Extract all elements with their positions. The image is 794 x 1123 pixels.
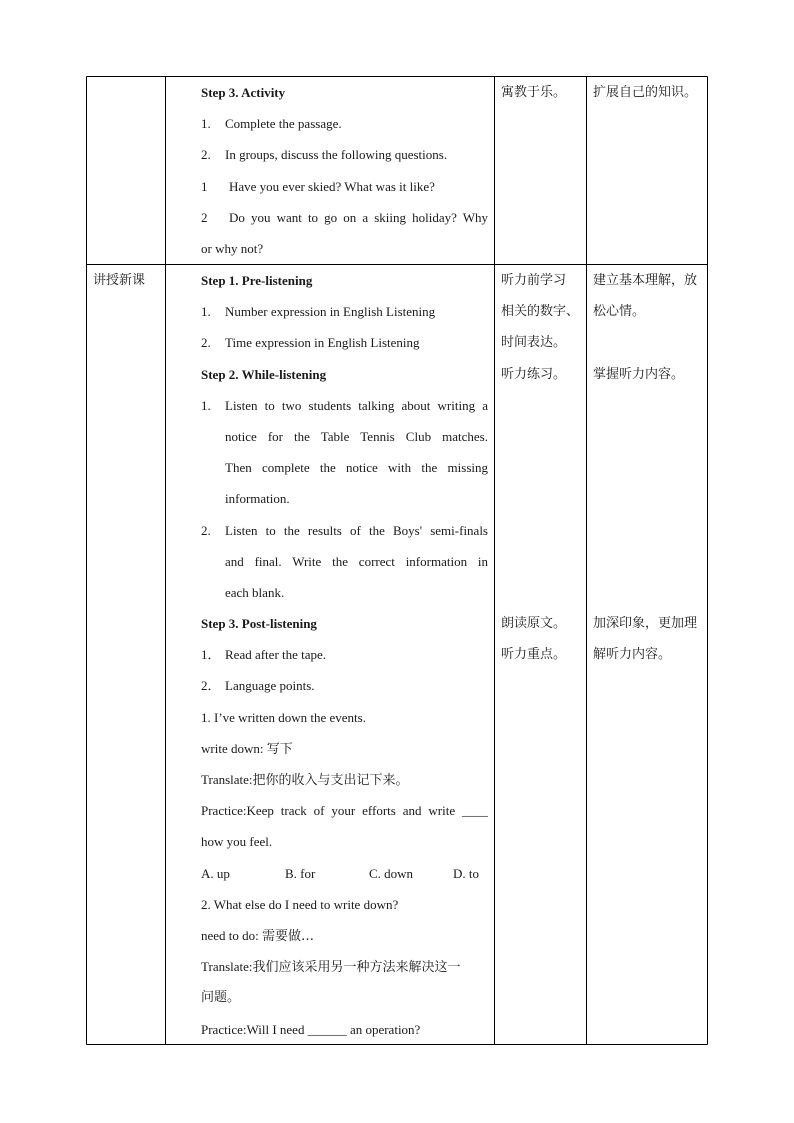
method-text: 相关的数字、 [501, 304, 580, 320]
row1-intent-cell [593, 77, 705, 108]
language-point-2: 2. What else do I need to write down? [201, 896, 399, 912]
option-b: B. for [285, 865, 316, 881]
language-point-1: 1. I’ve written down the events. [201, 709, 366, 725]
list-item-cont: each blank. [225, 584, 285, 600]
intent-text: 建立基本理解，放 [593, 273, 698, 288]
phrase-line: write down: 写下 [201, 740, 293, 757]
step1-title: Step 1. Pre-listening [201, 273, 313, 288]
options-line [201, 858, 488, 889]
intent-text: 解听力内容。 [593, 647, 672, 663]
translate-line: Translate:我们应该采用另一种方法来解决这一 [201, 959, 461, 976]
translate-line: Translate:把你的收入与支出记下来。 [201, 772, 409, 788]
list-item-cont: notice for the Table Tennis Club matches. [225, 428, 488, 444]
phrase-line: need to do: 需要做… [201, 927, 315, 944]
list-item: 2． Language points. [201, 678, 315, 694]
list-item: 1. Listen to two students talking about writing a [201, 397, 488, 413]
list-item-cont: information. [225, 491, 290, 507]
list-item-cont: and final. Write the correct information in [225, 553, 488, 569]
option-c: C. down [369, 865, 414, 881]
intent-text: 松心情。 [593, 304, 646, 320]
step3-title: Step 3. Post-listening [201, 616, 317, 632]
stage-label: 讲授新课 [93, 273, 146, 288]
list-item-cont: Then complete the notice with the missing [225, 460, 488, 476]
teaching-method-text: 寓教于乐。 [501, 85, 567, 100]
option-d: D. to [453, 865, 479, 881]
list-item: 1. Complete the passage. [201, 116, 342, 132]
method-text: 听力重点。 [501, 647, 567, 663]
row1-method-cell [501, 77, 587, 108]
list-item: 2. Listen to the results of the Boys' semi-finals [201, 522, 488, 538]
row2-method-cell [501, 265, 589, 670]
list-item: 2. In groups, discuss the following questions. [201, 147, 448, 163]
method-text: 朗读原文。 [501, 616, 567, 632]
design-intent-text: 扩展自己的知识。 [593, 85, 698, 100]
practice-line: Practice:Keep track of your efforts and write ____ [201, 803, 488, 819]
row2-content-cell [201, 265, 488, 1045]
intent-text: 加深印象，更加理 [593, 616, 698, 632]
method-text: 听力练习。 [501, 366, 567, 382]
step2-title: Step 2. While-listening [201, 366, 327, 382]
row1-content-cell [201, 77, 488, 264]
question-2-line1: 2 Do you want to go on a skiing holiday? Why [201, 209, 488, 225]
question-2-line2: or why not? [201, 240, 264, 256]
step3-activity-title: Step 3. Activity [201, 85, 286, 100]
list-item: 1. Number expression in English Listening [201, 304, 436, 320]
practice-line-cont: how you feel. [201, 834, 273, 850]
intent-text: 掌握听力内容。 [593, 366, 685, 382]
row2-stage-cell [93, 265, 163, 296]
method-text: 时间表达。 [501, 335, 567, 351]
question-1: 1 Have you ever skied? What was it like? [201, 178, 435, 194]
option-a: A. up [201, 865, 230, 881]
translate-line-cont: 问题。 [201, 990, 241, 1006]
list-item: 1． Read after the tape. [201, 647, 327, 663]
practice-line: Practice:Will I need ______ an operation? [201, 1021, 421, 1037]
method-text: 听力前学习 [501, 273, 567, 288]
list-item: 2. Time expression in English Listening [201, 335, 420, 351]
row2-intent-cell [593, 265, 705, 670]
